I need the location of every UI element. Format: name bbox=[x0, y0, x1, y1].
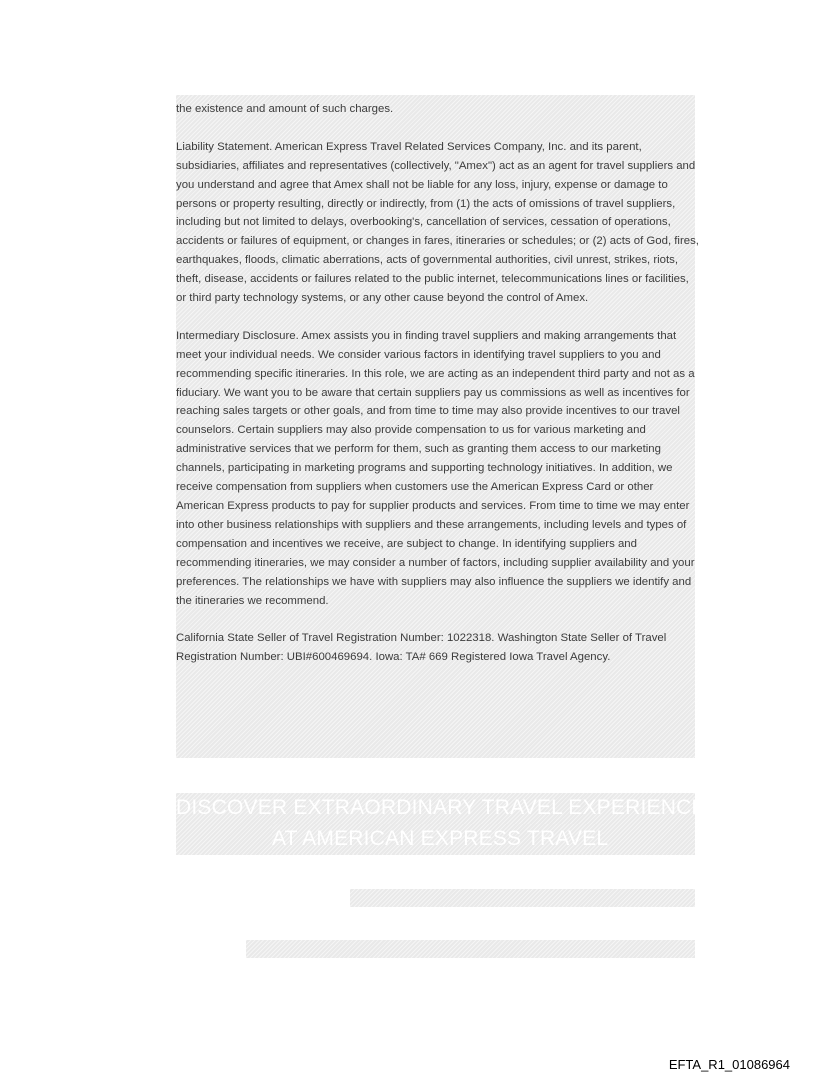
disclosure-block bbox=[176, 95, 699, 758]
paragraph-liability-statement: Liability Statement. American Express Travel Related Services Company, Inc. and its parent, subsidiaries, affiliates and representatives (collectively, "Amex") act as an agent for travel suppliers and you understand and agree that Amex shall not be liable for any loss, injury, expense or damage to persons or property resulting, directly or indirectly, from (1) the acts of omissions of travel suppliers, including but not limited to delays, overbooking's, cancellation of services, cessation of operations, accidents or failures of equipment, or changes in fares, itineraries or schedules; or (2) acts of God, fires, earthquakes, floods, climatic aberrations, acts of governmental authorities, civil unrest, strikes, riots, theft, disease, accidents or failures related to the public internet, telecommunications lines or facilities, or third party technology systems, or any other cause beyond the control of Amex. bbox=[176, 140, 699, 305]
disclosure-text bbox=[176, 100, 699, 686]
redacted-bar bbox=[246, 940, 695, 958]
banner-headline-line-1: DISCOVER EXTRAORDINARY TRAVEL EXPERIENCES bbox=[176, 796, 720, 819]
redacted-bar bbox=[350, 889, 695, 907]
paragraph-charges: the existence and amount of such charges. bbox=[176, 103, 394, 115]
paragraph-intermediary-disclosure: Intermediary Disclosure. Amex assists you in finding travel suppliers and making arrangements that meet your individual needs. We consider various factors in identifying travel suppliers to you and recommending specific itineraries. In this role, we are acting as an independent third party and not as a fiduciary. We want you to be aware that certain suppliers pay us commissions as well as incentives for reaching sales targets or other goals, and from time to time may also provide incentives to our travel counselors. Certain suppliers may also provide compensation to us for various marketing and administrative services that we perform for them, such as granting them access to our marketing channels, participating in marketing programs and supporting technology initiatives. In addition, we receive compensation from suppliers when customers use the American Express Card or other American Express products to pay for supplier products and services. From time to time we may enter into other business relationships with suppliers and these arrangements, including levels and types of compensation and incentives we receive, are subject to change. In identifying suppliers and recommending itineraries, we may consider a number of factors, including supplier availability and your preferences. The relationships we have with suppliers may also influence the suppliers we identify and the itineraries we recommend. bbox=[176, 329, 695, 607]
document-id: EFTA_R1_01086964 bbox=[668, 1057, 790, 1072]
promo-banner bbox=[176, 793, 720, 855]
paragraph-registration-numbers: California State Seller of Travel Registration Number: 1022318. Washington State Seller of Travel Registration Number: UBI#600469694. Iowa: TA# 669 Registered Iowa Travel Agency. bbox=[176, 632, 667, 664]
banner-headline-line-2: AT AMERICAN EXPRESS TRAVEL bbox=[272, 824, 603, 854]
